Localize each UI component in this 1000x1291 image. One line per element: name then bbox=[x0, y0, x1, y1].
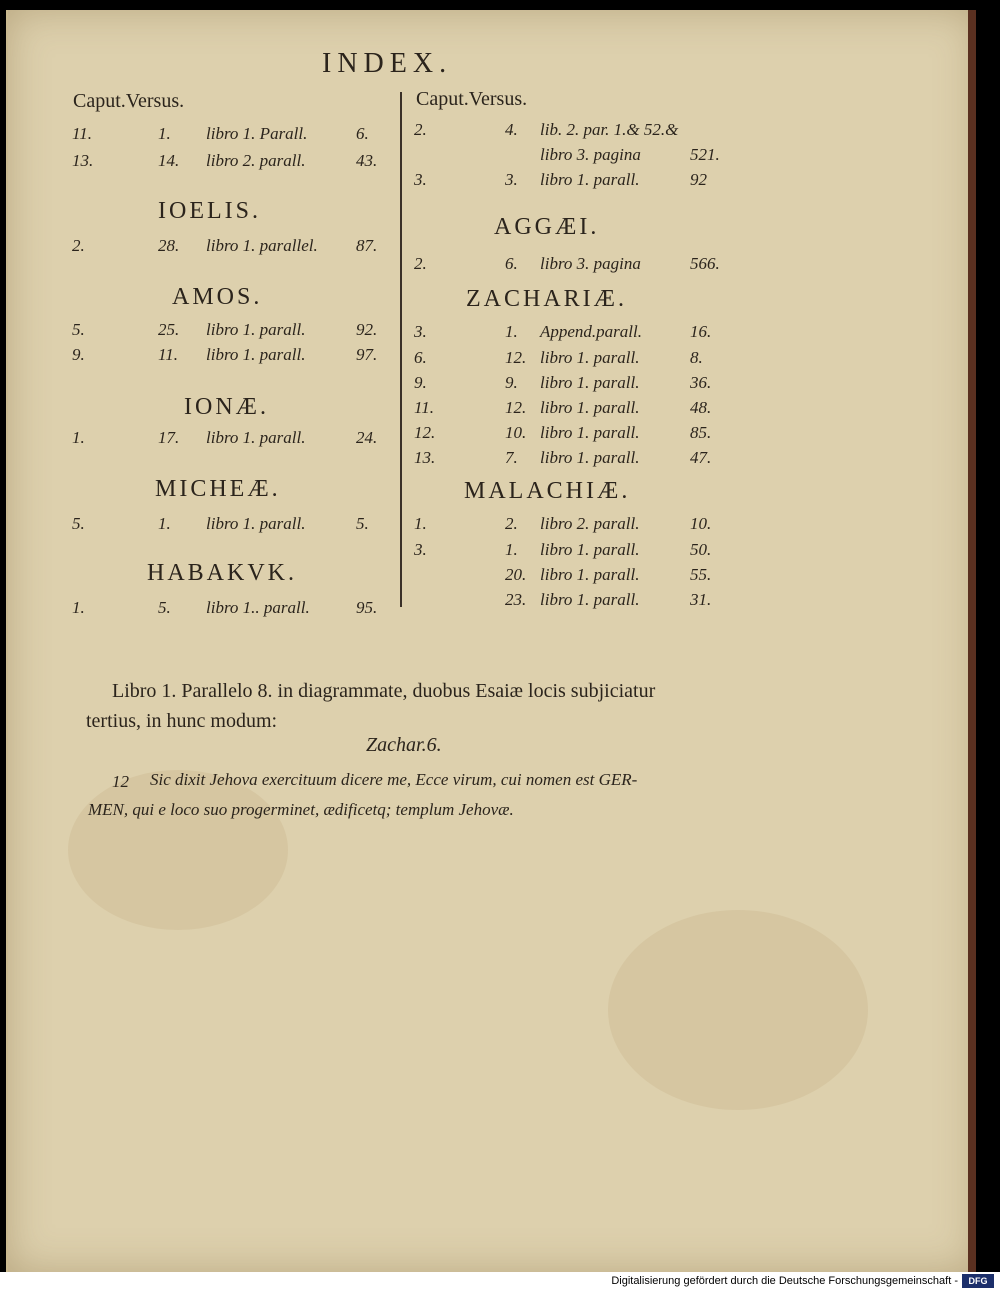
index-row-number: 5. bbox=[356, 514, 369, 533]
section-title: AMOS. bbox=[172, 284, 263, 310]
note-line-2: tertius, in hunc modum: bbox=[86, 710, 278, 732]
index-row-chapter: 1. bbox=[72, 428, 85, 447]
index-row-reference: libro 2. parall. bbox=[206, 151, 306, 170]
section-title: IOELIS. bbox=[158, 198, 261, 224]
section-title: IONÆ. bbox=[184, 394, 269, 420]
index-row-chapter: 2. bbox=[414, 120, 427, 139]
index-row-reference: libro 1. parall. bbox=[540, 373, 640, 392]
index-row-chapter: 2. bbox=[72, 236, 85, 255]
verse-number: 12 bbox=[112, 772, 129, 791]
index-row-number: 6. bbox=[356, 124, 369, 143]
index-row-chapter: 1. bbox=[414, 514, 427, 533]
index-row-reference: libro 1. parall. bbox=[540, 565, 640, 584]
index-row-reference: libro 1. parall. bbox=[540, 423, 640, 442]
index-row-chapter: 3. bbox=[414, 170, 427, 189]
section-title: AGGÆI. bbox=[494, 214, 600, 240]
index-row-verse: 7. bbox=[505, 448, 518, 467]
index-row-reference: libro 3. pagina bbox=[540, 254, 641, 273]
index-row-number: 55. bbox=[690, 565, 712, 584]
index-row-chapter: 12. bbox=[414, 423, 436, 442]
index-row-number: 92 bbox=[690, 170, 707, 189]
index-row-verse: 23. bbox=[505, 590, 527, 609]
index-row-number: 47. bbox=[690, 448, 712, 467]
index-row-verse: 5. bbox=[158, 598, 171, 617]
index-row-chapter: 13. bbox=[414, 448, 436, 467]
note-line-1: Libro 1. Parallelo 8. in diagrammate, duobus Esaiæ locis subjiciatur bbox=[112, 680, 656, 702]
index-row-reference: libro 1. parall. bbox=[206, 514, 306, 533]
index-row-chapter: 9. bbox=[414, 373, 427, 392]
index-row-chapter: 3. bbox=[414, 540, 427, 559]
index-row-verse: 28. bbox=[158, 236, 180, 255]
index-row-number: 16. bbox=[690, 322, 712, 341]
index-row-number: 48. bbox=[690, 398, 712, 417]
page-edge-right bbox=[968, 10, 976, 1272]
index-row-reference: libro 1. parall. bbox=[540, 540, 640, 559]
right-column-header: Caput.Versus. bbox=[416, 88, 528, 110]
index-row-number: 10. bbox=[690, 514, 712, 533]
index-row-reference: libro 1.. parall. bbox=[206, 598, 310, 617]
index-row-verse: 6. bbox=[505, 254, 518, 273]
index-row-verse: 12. bbox=[505, 348, 527, 367]
book-page bbox=[8, 10, 976, 1272]
left-column-header: Caput.Versus. bbox=[73, 90, 185, 112]
index-row-number: 85. bbox=[690, 423, 712, 442]
index-row-verse: 3. bbox=[505, 170, 518, 189]
index-row-number: 97. bbox=[356, 345, 378, 364]
section-title: MICHEÆ. bbox=[155, 476, 281, 502]
index-row-verse: 1. bbox=[158, 124, 171, 143]
section-title: ZACHARIÆ. bbox=[466, 286, 628, 312]
index-row-number: 566. bbox=[690, 254, 720, 273]
column-divider bbox=[400, 92, 402, 607]
index-row-chapter: 11. bbox=[72, 124, 92, 143]
index-row-chapter: 9. bbox=[72, 345, 85, 364]
index-row-number: 92. bbox=[356, 320, 378, 339]
index-row-chapter: 1. bbox=[72, 598, 85, 617]
index-row-chapter: 13. bbox=[72, 151, 94, 170]
index-row-verse: 1. bbox=[505, 540, 518, 559]
index-row-reference: libro 1. parall. bbox=[540, 398, 640, 417]
index-row-verse: 2. bbox=[505, 514, 518, 533]
verse-line-1: Sic dixit Jehova exercituum dicere me, Ecce virum, cui nomen est GER- bbox=[150, 770, 638, 789]
index-row-verse: 11. bbox=[158, 345, 178, 364]
index-row-reference: libro 1. parall. bbox=[540, 590, 640, 609]
index-row-verse: 20. bbox=[505, 565, 527, 584]
index-row-number: 8. bbox=[690, 348, 703, 367]
section-title: HABAKVK. bbox=[147, 560, 297, 586]
section-title: MALACHIÆ. bbox=[464, 478, 631, 504]
index-row-number: 24. bbox=[356, 428, 378, 447]
index-row-chapter: 3. bbox=[414, 322, 427, 341]
index-row-number: 31. bbox=[690, 590, 712, 609]
paper-stain bbox=[608, 910, 868, 1110]
index-row-chapter: 6. bbox=[414, 348, 427, 367]
verse-line-2: MEN, qui e loco suo progerminet, ædificetq; templum Jehovæ. bbox=[88, 800, 514, 819]
index-row-verse: 4. bbox=[505, 120, 518, 139]
index-row-reference: libro 1. parall. bbox=[206, 345, 306, 364]
index-row-number: 87. bbox=[356, 236, 378, 255]
index-row-reference: lib. 2. par. 1.& 52.& bbox=[540, 120, 679, 139]
paper-stain bbox=[68, 770, 288, 930]
index-row-reference: libro 3. pagina bbox=[540, 145, 641, 164]
index-row-number: 50. bbox=[690, 540, 712, 559]
index-row-verse: 12. bbox=[505, 398, 527, 417]
index-row-reference: libro 1. parall. bbox=[206, 428, 306, 447]
index-row-reference: libro 1. parall. bbox=[206, 320, 306, 339]
running-head: INDEX. bbox=[322, 48, 453, 79]
index-row-verse: 1. bbox=[158, 514, 171, 533]
index-row-chapter: 11. bbox=[414, 398, 434, 417]
index-row-verse: 10. bbox=[505, 423, 527, 442]
footer-credit: Digitalisierung gefördert durch die Deutsche Forschungsgemeinschaft - bbox=[611, 1275, 958, 1287]
index-row-chapter: 5. bbox=[72, 514, 85, 533]
index-row-verse: 9. bbox=[505, 373, 518, 392]
index-row-verse: 14. bbox=[158, 151, 180, 170]
index-row-chapter: 5. bbox=[72, 320, 85, 339]
index-row-number: 95. bbox=[356, 598, 378, 617]
index-row-verse: 17. bbox=[158, 428, 180, 447]
index-row-reference: libro 1. parallel. bbox=[206, 236, 318, 255]
index-row-reference: libro 2. parall. bbox=[540, 514, 640, 533]
index-row-number: 43. bbox=[356, 151, 378, 170]
index-row-number: 36. bbox=[690, 373, 712, 392]
index-row-reference: Append.parall. bbox=[540, 322, 642, 341]
dfg-logo: DFG bbox=[962, 1274, 994, 1288]
index-row-verse: 25. bbox=[158, 320, 180, 339]
note-heading: Zachar.6. bbox=[366, 734, 442, 756]
digitization-footer bbox=[0, 1272, 1000, 1291]
index-row-number: 521. bbox=[690, 145, 720, 164]
index-row-verse: 1. bbox=[505, 322, 518, 341]
index-row-reference: libro 1. parall. bbox=[540, 348, 640, 367]
index-row-chapter: 2. bbox=[414, 254, 427, 273]
index-row-reference: libro 1. parall. bbox=[540, 448, 640, 467]
index-row-reference: libro 1. parall. bbox=[540, 170, 640, 189]
index-row-reference: libro 1. Parall. bbox=[206, 124, 308, 143]
